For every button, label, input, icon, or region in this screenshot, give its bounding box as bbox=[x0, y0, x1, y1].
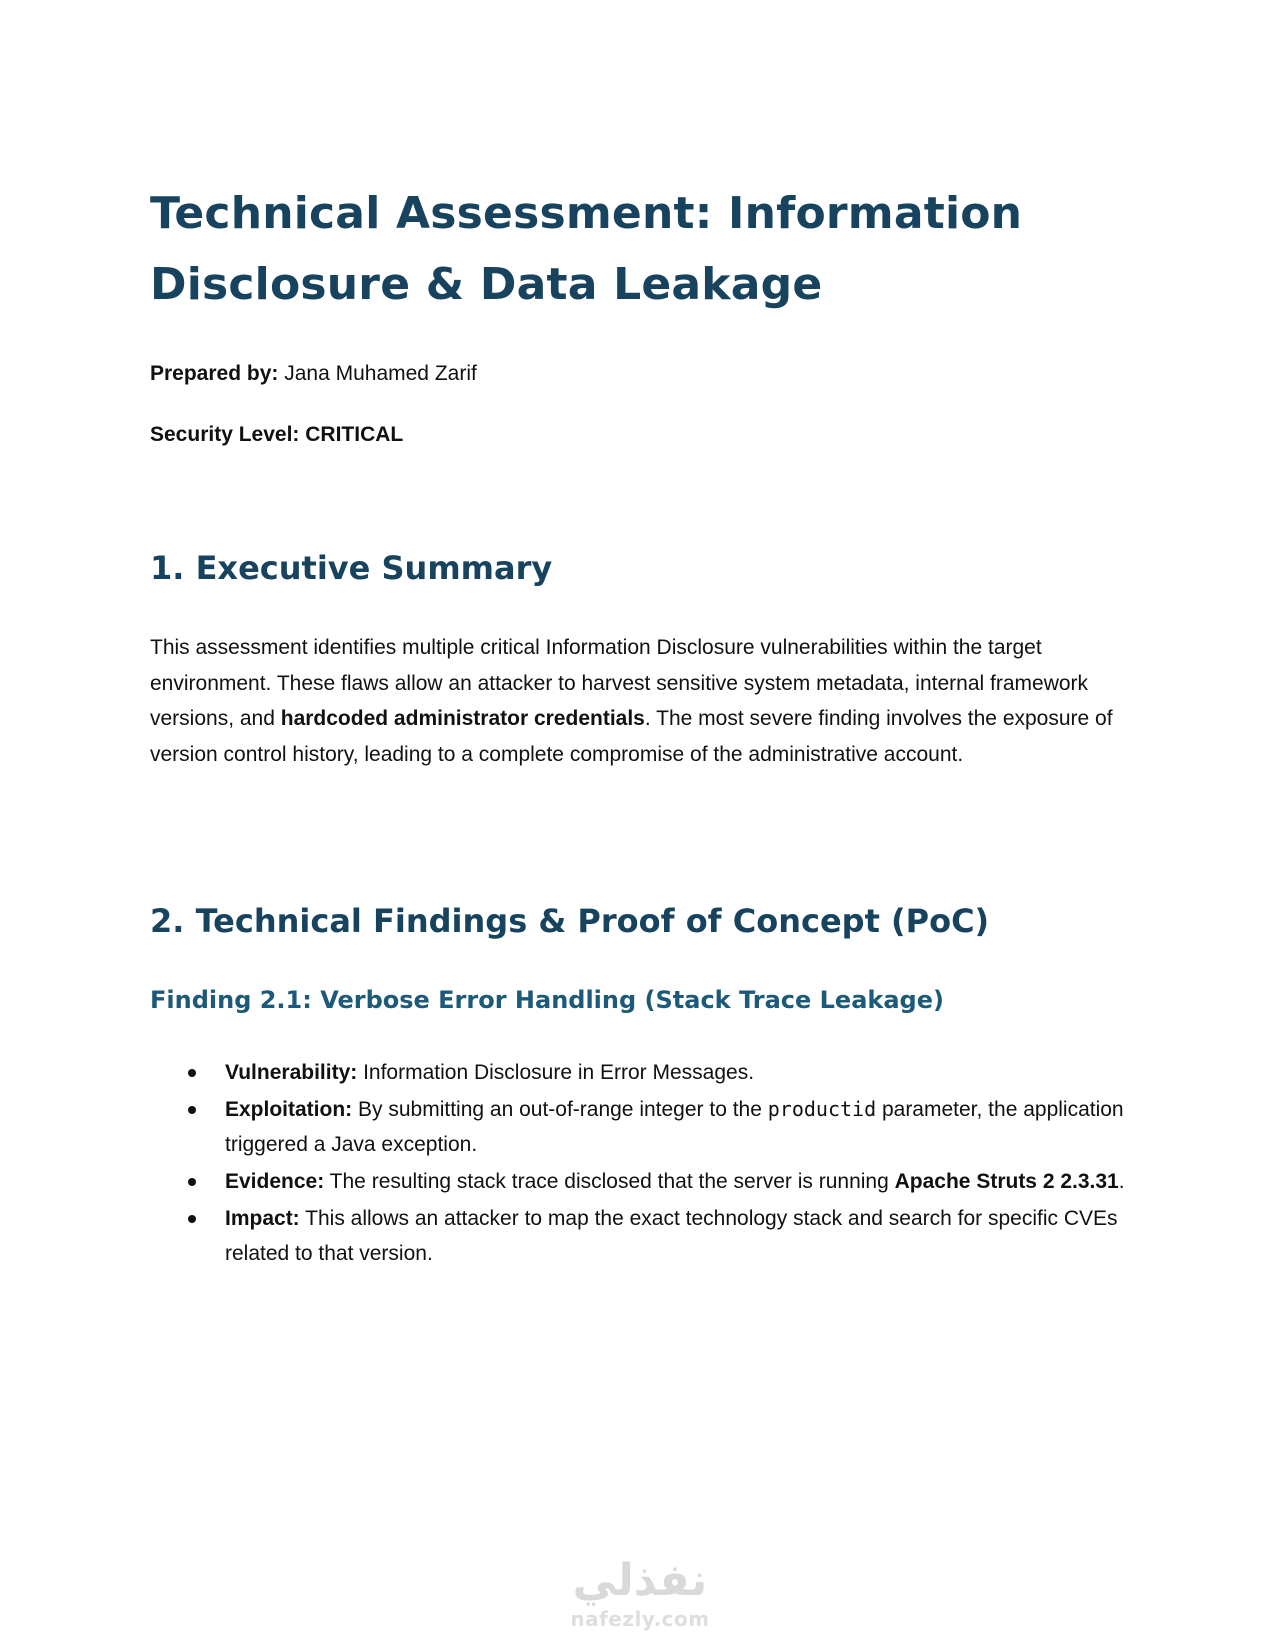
security-level-label: Security Level: bbox=[150, 423, 300, 446]
bullet-text: The resulting stack trace disclosed that the server is running bbox=[324, 1170, 895, 1193]
bullet-label: Evidence: bbox=[225, 1170, 325, 1193]
summary-text-start: This assessment identifies multiple critical Information Disclosure vulnerabilities within the target environment. These flaws allow an attacker to harvest sensitive system metadata, internal framework versions, and bbox=[150, 636, 1089, 731]
document-title: Technical Assessment: Information Disclosure & Data Leakage bbox=[150, 188, 1023, 310]
bullet-bold-text: Apache Struts 2 2.3.31 bbox=[894, 1170, 1119, 1193]
security-level-line bbox=[150, 421, 403, 449]
watermark-arabic-text: نفذلي bbox=[572, 1555, 708, 1606]
prepared-by-value: Jana Muhamed Zarif bbox=[284, 362, 477, 385]
bullet-item-vulnerability bbox=[150, 1055, 1125, 1090]
prepared-by-label: Prepared by: bbox=[150, 362, 279, 385]
executive-summary-paragraph bbox=[150, 630, 1120, 772]
section-heading-executive-summary: 1. Executive Summary bbox=[150, 549, 553, 587]
security-level-value: CRITICAL bbox=[305, 423, 404, 446]
bullet-dot-icon bbox=[188, 1215, 196, 1223]
summary-text-bold: hardcoded administrator credentials bbox=[280, 707, 645, 731]
bullet-label: Vulnerability: bbox=[225, 1061, 358, 1084]
bullet-dot-icon bbox=[188, 1069, 196, 1077]
summary-text-end: . The most severe finding involves the exposure of version control history, leading to a complete compromise of the administrative account. bbox=[150, 707, 1113, 766]
finding-bullet-list bbox=[150, 1055, 1130, 1273]
bullet-text: By submitting an out-of-range integer to the bbox=[352, 1098, 768, 1121]
bullet-text: . bbox=[1118, 1170, 1125, 1193]
bullet-item-impact bbox=[150, 1201, 1125, 1271]
bullet-text: Information Disclosure in Error Messages. bbox=[357, 1061, 755, 1084]
finding-heading: Finding 2.1: Verbose Error Handling (Stack Trace Leakage) bbox=[150, 986, 944, 1014]
watermark-latin-text: nafezly.com bbox=[570, 1607, 710, 1631]
section-heading-technical-findings: 2. Technical Findings & Proof of Concept (PoC) bbox=[150, 902, 990, 940]
bullet-label: Impact: bbox=[225, 1207, 300, 1230]
prepared-by-line bbox=[150, 360, 477, 388]
watermark-logo bbox=[555, 1555, 725, 1645]
bullet-text: parameter, the application triggered a Java exception. bbox=[225, 1098, 1124, 1156]
bullet-item-exploitation bbox=[150, 1092, 1125, 1162]
bullet-dot-icon bbox=[188, 1178, 196, 1186]
bullet-dot-icon bbox=[188, 1106, 196, 1114]
bullet-text: This allows an attacker to map the exact technology stack and search for specific CVEs related to that version. bbox=[225, 1207, 1118, 1265]
bullet-item-evidence bbox=[150, 1164, 1125, 1199]
inline-code: productid bbox=[767, 1097, 877, 1121]
bullet-label: Exploitation: bbox=[225, 1098, 353, 1121]
